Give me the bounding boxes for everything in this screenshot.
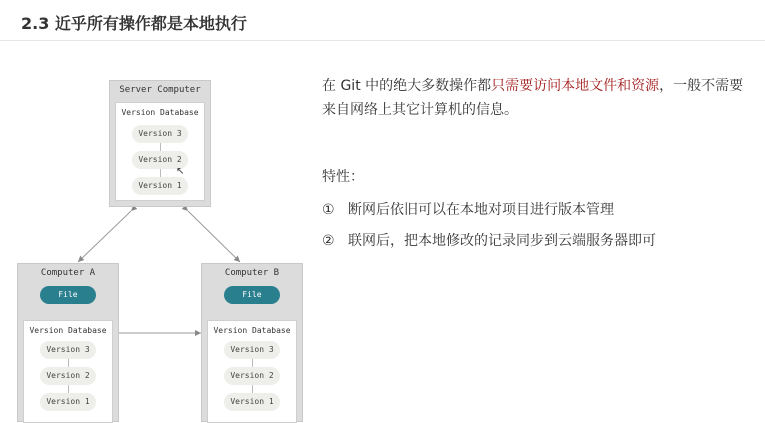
computer-a-version-database <box>23 320 113 423</box>
slide-title: 2.3 近乎所有操作都是本地执行 <box>21 14 247 33</box>
computer-b-box <box>201 263 303 422</box>
computer-a-box <box>17 263 119 422</box>
computer-b-title: Computer B <box>224 268 280 278</box>
feature-text-2: 联网后，把本地修改的记录同步到云端服务器即可 <box>348 233 656 249</box>
computer-a-version-2: Version 2 <box>40 367 96 385</box>
computer-a-file: File <box>40 286 96 304</box>
mouse-cursor-icon: ↖ <box>176 166 185 177</box>
feature-text-1: 断网后依旧可以在本地对项目进行版本管理 <box>348 202 614 218</box>
server-version-2: Version 2 <box>132 151 188 169</box>
computer-a-db-label: Version Database <box>29 326 107 335</box>
feature-item-1 <box>322 199 614 219</box>
description-paragraph <box>322 74 752 122</box>
server-version-1: Version 1 <box>132 177 188 195</box>
arrow-server-a <box>78 211 131 262</box>
computer-a-version-1: Version 1 <box>40 393 96 411</box>
arrow-server-b <box>188 211 240 262</box>
connector <box>252 385 253 393</box>
feature-item-2 <box>322 230 656 250</box>
server-computer-box <box>109 80 211 207</box>
features-label: 特性： <box>322 169 364 185</box>
description-text-before: 在 Git 中的绝大多数操作都 <box>322 78 492 94</box>
server-version-3: Version 3 <box>132 125 188 143</box>
description-text-after: ，一般不需要来自网络上其它计算机的信息。 <box>322 78 744 118</box>
computer-b-db-label: Version Database <box>213 326 291 335</box>
computer-a-title: Computer A <box>40 268 96 278</box>
description-highlight: 只需要访问本地文件和资源 <box>491 78 660 94</box>
computer-b-file: File <box>224 286 280 304</box>
connector <box>252 359 253 367</box>
connector <box>160 169 161 177</box>
computer-b-version-3: Version 3 <box>224 341 280 359</box>
connector <box>68 385 69 393</box>
feature-number-1: ① <box>322 202 335 218</box>
feature-number-2: ② <box>322 233 335 249</box>
server-computer-title: Server Computer <box>119 85 201 95</box>
computer-b-version-2: Version 2 <box>224 367 280 385</box>
server-version-database <box>115 102 205 201</box>
connector <box>68 359 69 367</box>
connector <box>160 143 161 151</box>
server-db-label: Version Database <box>121 108 199 117</box>
computer-b-version-database <box>207 320 297 423</box>
computer-a-version-3: Version 3 <box>40 341 96 359</box>
computer-b-version-1: Version 1 <box>224 393 280 411</box>
